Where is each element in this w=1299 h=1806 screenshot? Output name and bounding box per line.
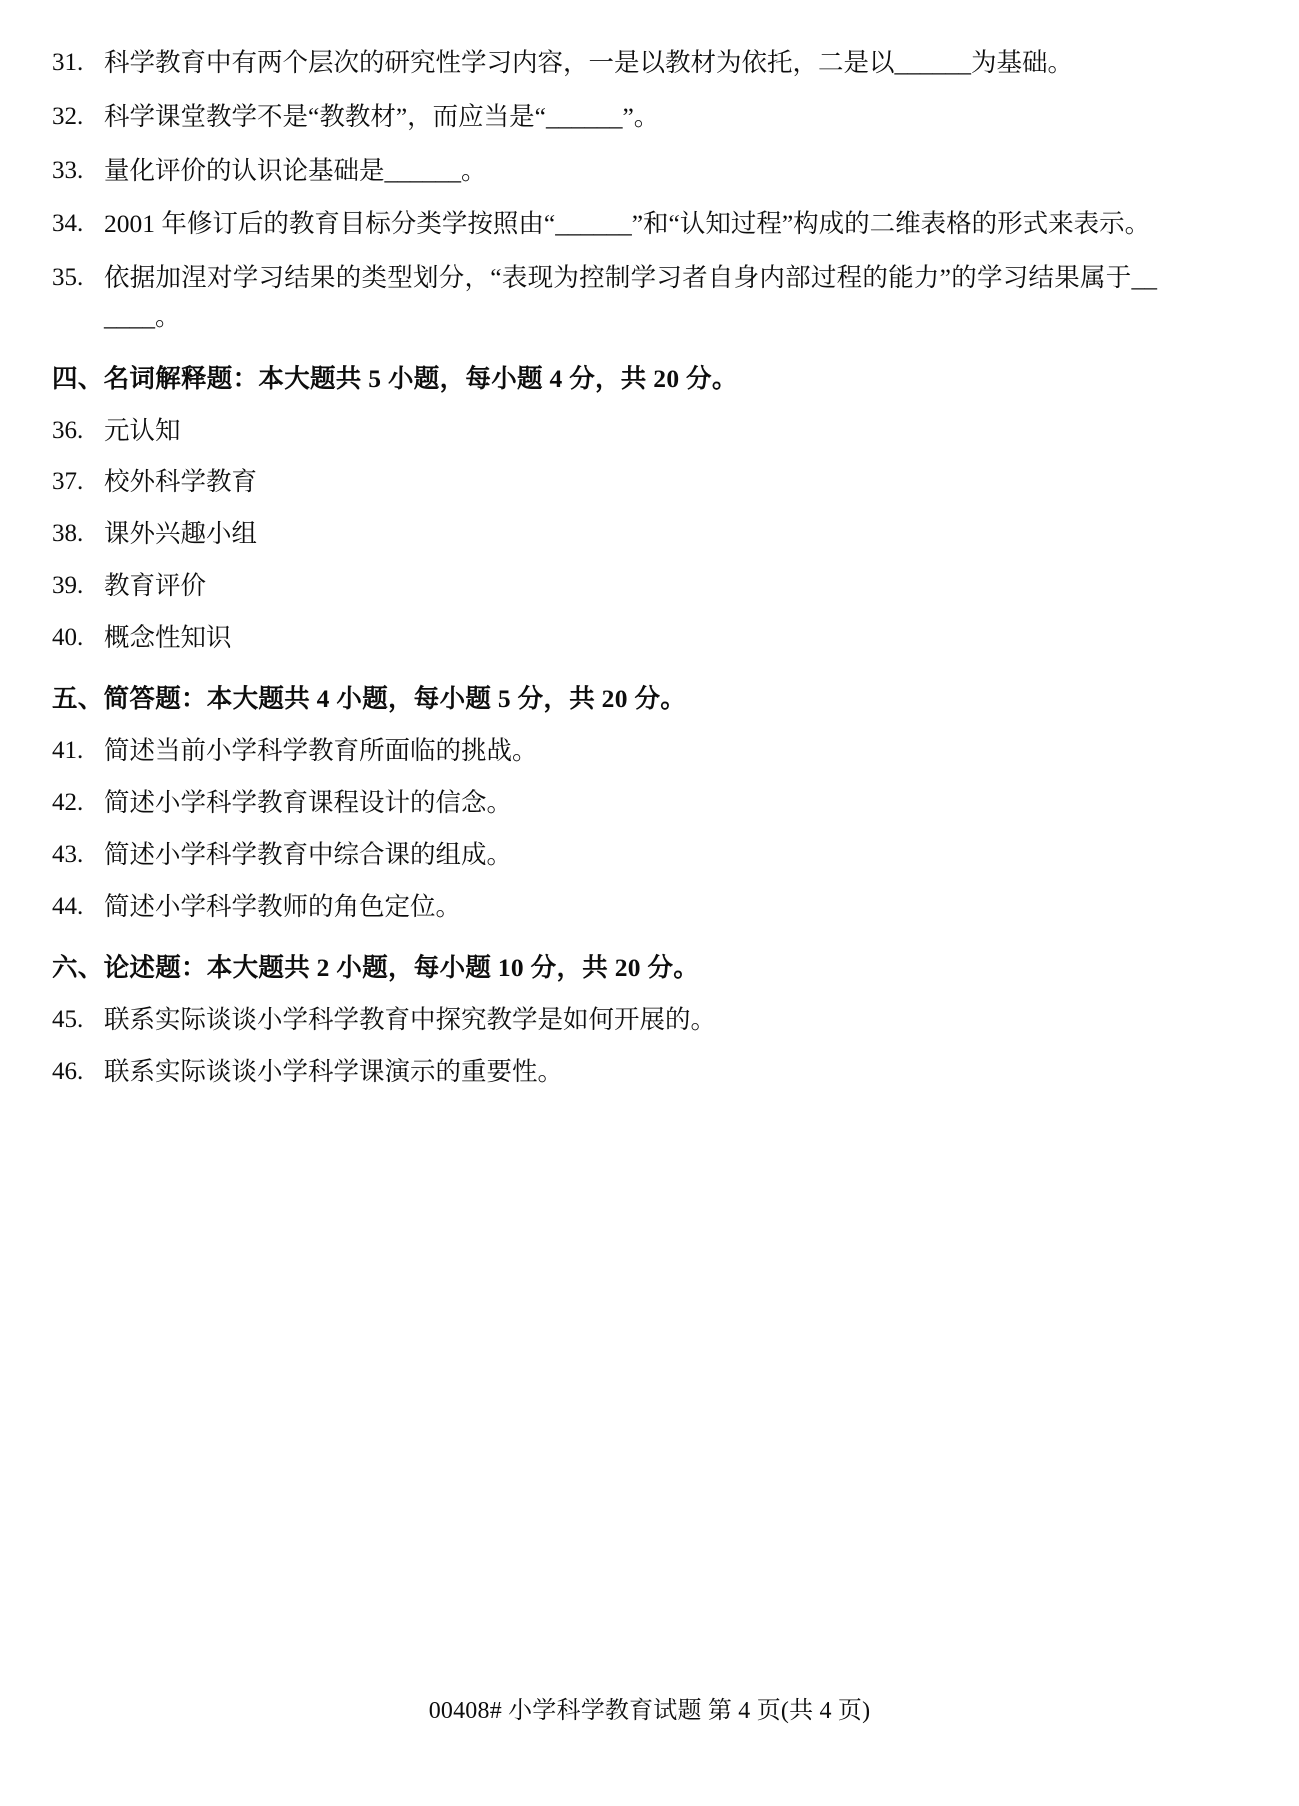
question-text: 依据加涅对学习结果的类型划分，“表现为控制学习者自身内部过程的能力”的学习结果属于______。 — [104, 263, 1157, 331]
question-item — [52, 1053, 1157, 1092]
question-text: 科学课堂教学不是“教教材”，而应当是“______”。 — [104, 101, 660, 131]
question-number: 37. — [52, 468, 84, 496]
question-text: 教育评价 — [104, 570, 207, 600]
question-text: 联系实际谈谈小学科学课演示的重要性。 — [104, 1057, 564, 1086]
question-number: 43. — [52, 840, 84, 868]
question-text: 校外科学教育 — [104, 467, 258, 497]
question-item — [52, 463, 1157, 502]
section-heading-five: 五、简答题：本大题共 4 小题，每小题 5 分，共 20 分。 — [52, 684, 687, 714]
question-text: 元认知 — [104, 415, 181, 445]
question-item — [52, 412, 1157, 451]
question-text: 简述小学科学教育课程设计的信念。 — [104, 788, 513, 817]
question-number: 33. — [52, 156, 84, 184]
question-item — [52, 888, 1157, 927]
question-number: 32. — [52, 102, 84, 130]
question-text: 简述小学科学教育中综合课的组成。 — [104, 839, 513, 869]
question-number: 44. — [52, 892, 84, 920]
question-item — [52, 152, 1157, 191]
question-text: 2001 年修订后的教育目标分类学按照由“______”和“认知过程”构成的二维表格的形式来表示。 — [104, 209, 1151, 239]
question-number: 38. — [52, 520, 84, 547]
question-text: 课外兴趣小组 — [104, 519, 258, 548]
question-item — [52, 515, 1157, 554]
question-item — [52, 98, 1157, 137]
question-number: 35. — [52, 264, 84, 291]
question-item — [52, 836, 1157, 875]
section-heading-four: 四、名词解释题：本大题共 5 小题，每小题 4 分，共 20 分。 — [52, 363, 738, 393]
question-item — [52, 205, 1157, 244]
question-number: 42. — [52, 789, 84, 816]
page-footer: 00408# 小学科学教育试题 第 4 页(共 4 页) — [428, 1698, 871, 1724]
question-number: 40. — [52, 623, 84, 651]
question-item — [52, 619, 1157, 658]
question-item — [52, 732, 1157, 771]
question-number: 46. — [52, 1058, 84, 1085]
question-item — [52, 259, 1157, 337]
question-number: 41. — [52, 737, 84, 765]
question-number: 39. — [52, 571, 84, 599]
section-heading-six: 六、论述题：本大题共 2 小题，每小题 10 分，共 20 分。 — [52, 953, 700, 983]
question-item — [52, 44, 1157, 83]
question-text: 简述小学科学教师的角色定位。 — [104, 891, 462, 921]
page-content — [52, 44, 1157, 1105]
question-number: 31. — [52, 49, 84, 76]
question-text: 简述当前小学科学教育所面临的挑战。 — [104, 736, 538, 766]
question-item — [52, 567, 1157, 606]
question-text: 概念性知识 — [104, 622, 232, 652]
question-number: 36. — [52, 416, 84, 444]
question-text: 量化评价的认识论基础是______。 — [104, 155, 487, 185]
question-text: 联系实际谈谈小学科学教育中探究教学是如何开展的。 — [104, 1005, 717, 1035]
question-text: 科学教育中有两个层次的研究性学习内容，一是以教材为依托，二是以______为基础。 — [104, 48, 1074, 77]
question-number: 45. — [52, 1006, 84, 1034]
question-item — [52, 1001, 1157, 1040]
question-item — [52, 784, 1157, 823]
question-number: 34. — [52, 210, 84, 238]
